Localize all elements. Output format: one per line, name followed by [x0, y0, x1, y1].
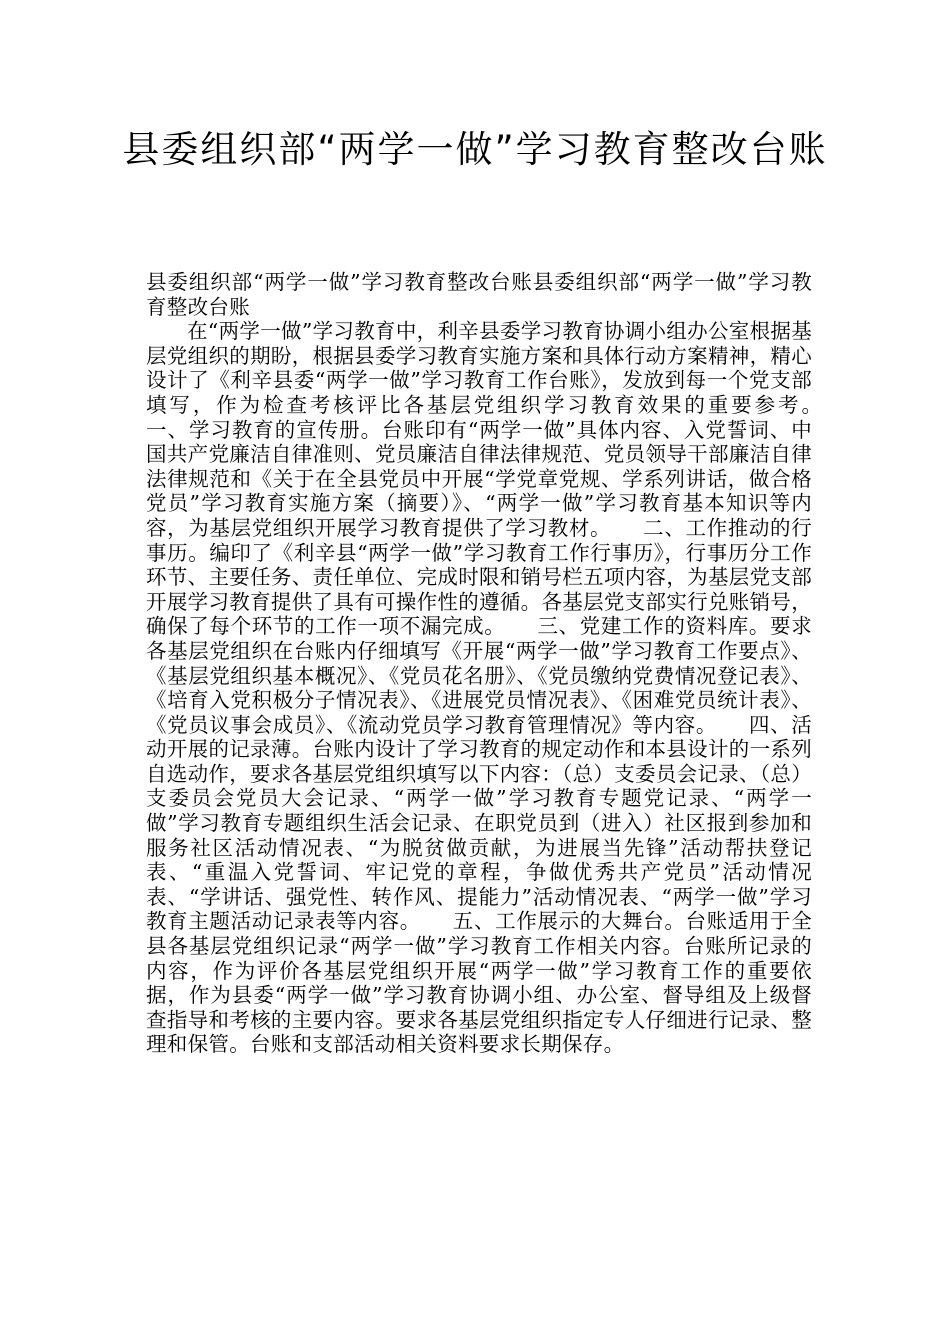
document-body	[146, 270, 854, 1057]
body-paragraph-lead: 县委组织部“两学一做”学习教育整改台账县委组织部“两学一做”学习教育整改台账	[146, 270, 812, 319]
body-paragraph-main: 在“两学一做”学习教育中，利辛县委学习教育协调小组办公室根据基层党组织的期盼，根据县委学习教育实施方案和具体行动方案精神，精心设计了《利辛县委“两学一做”学习教育工作台账》，发放到每一个党支部填写，作为检查考核评比各基层党组织学习教育效果的重要参考。 一、学习教育的宣传册。台账印有“两学一做”具体内容、入党誓词、中国共产党廉洁自律准则、党员廉洁自律法律规范、党员领导干部廉洁自律法律规范和《关于在全县党员中开展“学党章党规、学系列讲话，做合格党员”学习教育实施方案（摘要）》、“两学一做”学习教育基本知识等内容，为基层党组织开展学习教育提供了学习教材。 二、工作推动的行事历。编印了《利辛县“两学一做”学习教育工作行事历》，行事历分工作环节、主要任务、责任单位、完成时限和销号栏五项内容，为基层党支部开展学习教育提供了具有可操作性的遵循。各基层党支部实行兑账销号，确保了每个环节的工作一项不漏完成。 三、党建工作的资料库。要求各基层党组织在台账内仔细填写《开展“两学一做”学习教育工作要点》、《基层党组织基本概况》、《党员花名册》、《党员缴纳党费情况登记表》、《培育入党积极分子情况表》、《进展党员情况表》、《困难党员统计表》、《党员议事会成员》、《流动党员学习教育管理情况》等内容。 四、活动开展的记录薄。台账内设计了学习教育的规定动作和本县设计的一系列自选动作，要求各基层党组织填写以下内容：（总）支委员会记录、（总）支委员会党员大会记录、“两学一做”学习教育专题党记录、“两学一做”学习教育专题组织生活会记录、在职党员到（进入）社区报到参加和服务社区活动情况表、“为脱贫做贡献，为进展当先锋”活动帮扶登记表、“重温入党誓词、牢记党的章程，争做优秀共产党员”活动情况表、“学讲话、强党性、转作风、提能力”活动情况表、“两学一做”学习教育主题活动记录表等内容。 五、工作展示的大舞台。台账适用于全县各基层党组织记录“两学一做”学习教育工作相关内容。台账所记录的内容，作为评价各基层党组织开展“两学一做”学习教育工作的重要依据，作为县委“两学一做”学习教育协调小组、办公室、督导组及上级督查指导和考核的主要内容。要求各基层党组织指定专人仔细进行记录、整理和保管。台账和支部活动相关资料要求长期保存。	[146, 319, 854, 1057]
document-title: 县委组织部“两学一做”学习教育整改台账	[122, 128, 828, 171]
